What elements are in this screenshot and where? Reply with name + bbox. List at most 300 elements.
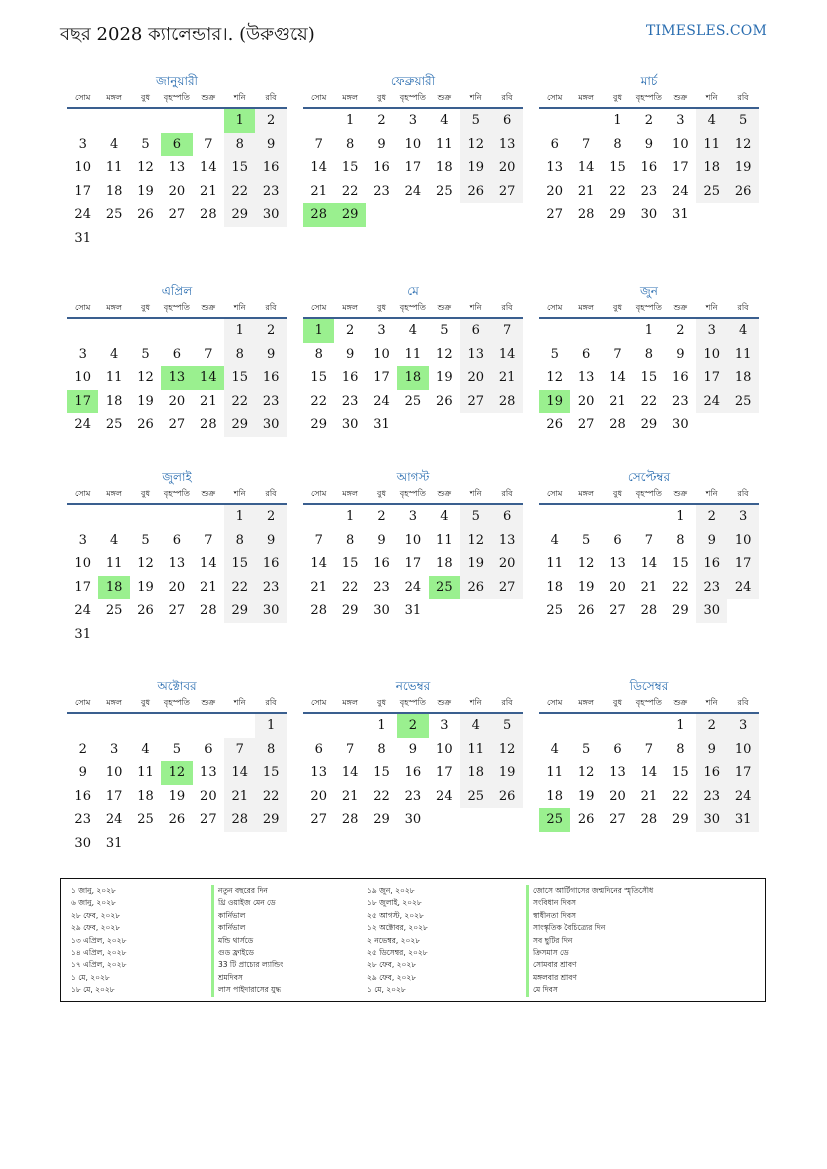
- holiday-day[interactable]: 18: [397, 366, 428, 390]
- day-cell[interactable]: 8: [224, 529, 255, 553]
- day-cell[interactable]: 10: [74, 370, 91, 385]
- day-cell[interactable]: 17: [727, 761, 758, 785]
- day-cell[interactable]: 2: [255, 109, 286, 133]
- day-cell[interactable]: 5: [141, 136, 150, 152]
- day-cell[interactable]: 17: [74, 183, 91, 199]
- day-cell[interactable]: 20: [609, 579, 626, 595]
- day-cell[interactable]: 20: [546, 183, 563, 199]
- day-cell[interactable]: 18: [436, 160, 453, 175]
- day-cell[interactable]: 19: [168, 788, 186, 804]
- day-cell[interactable]: 21: [640, 788, 658, 804]
- day-cell[interactable]: 13: [491, 133, 522, 157]
- day-cell[interactable]: 16: [255, 366, 286, 390]
- day-cell[interactable]: 11: [105, 556, 123, 571]
- day-cell[interactable]: 29: [341, 603, 359, 618]
- day-cell[interactable]: 12: [436, 346, 453, 362]
- day-cell[interactable]: 26: [137, 207, 154, 222]
- day-cell[interactable]: 2: [255, 505, 286, 529]
- day-cell[interactable]: 15: [341, 160, 359, 175]
- holiday-day[interactable]: 25: [429, 576, 460, 600]
- day-cell[interactable]: 1: [644, 323, 654, 338]
- day-cell[interactable]: 23: [74, 812, 91, 827]
- day-cell[interactable]: 15: [672, 765, 689, 780]
- day-cell[interactable]: 7: [581, 136, 591, 152]
- day-cell[interactable]: 24: [436, 788, 453, 804]
- day-cell[interactable]: 14: [609, 370, 626, 385]
- day-cell[interactable]: 20: [491, 156, 522, 180]
- day-cell[interactable]: 3: [408, 113, 418, 128]
- day-cell[interactable]: 14: [491, 343, 522, 367]
- day-cell[interactable]: 6: [613, 532, 622, 548]
- day-cell[interactable]: 9: [696, 529, 727, 553]
- day-cell[interactable]: 10: [404, 136, 422, 152]
- day-cell[interactable]: 13: [577, 370, 595, 385]
- day-cell[interactable]: 23: [341, 393, 359, 409]
- day-cell[interactable]: 8: [345, 136, 355, 152]
- day-cell[interactable]: 30: [255, 599, 286, 623]
- day-cell[interactable]: 4: [550, 741, 559, 757]
- day-cell[interactable]: 8: [613, 136, 622, 152]
- day-cell[interactable]: 2: [696, 714, 727, 738]
- day-cell[interactable]: 27: [491, 576, 522, 600]
- day-cell[interactable]: 7: [345, 741, 355, 757]
- day-cell[interactable]: 4: [440, 509, 449, 524]
- day-cell[interactable]: 27: [168, 603, 186, 618]
- day-cell[interactable]: 22: [224, 390, 255, 414]
- day-cell[interactable]: 25: [105, 207, 123, 222]
- day-cell[interactable]: 4: [109, 136, 119, 152]
- day-cell[interactable]: 7: [491, 319, 522, 343]
- day-cell[interactable]: 26: [577, 812, 595, 827]
- day-cell[interactable]: 10: [404, 532, 422, 548]
- holiday-day[interactable]: 13: [161, 366, 192, 390]
- day-cell[interactable]: 5: [460, 505, 491, 529]
- day-cell[interactable]: 2: [255, 319, 286, 343]
- day-cell[interactable]: 28: [310, 603, 327, 618]
- day-cell[interactable]: 10: [696, 343, 727, 367]
- day-cell[interactable]: 27: [310, 812, 327, 827]
- holiday-day[interactable]: 6: [161, 133, 192, 157]
- day-cell[interactable]: 9: [78, 765, 87, 780]
- day-cell[interactable]: 29: [672, 603, 689, 618]
- day-cell[interactable]: 23: [672, 393, 689, 409]
- day-cell[interactable]: 28: [200, 417, 217, 432]
- day-cell[interactable]: 28: [577, 207, 595, 222]
- day-cell[interactable]: 11: [546, 556, 563, 571]
- day-cell[interactable]: 29: [224, 599, 255, 623]
- day-cell[interactable]: 4: [109, 346, 119, 362]
- day-cell[interactable]: 23: [696, 576, 727, 600]
- day-cell[interactable]: 19: [491, 761, 522, 785]
- day-cell[interactable]: 9: [377, 532, 386, 548]
- day-cell[interactable]: 8: [644, 346, 654, 362]
- day-cell[interactable]: 20: [168, 579, 186, 595]
- day-cell[interactable]: 24: [373, 393, 390, 409]
- holiday-day[interactable]: 17: [67, 390, 98, 414]
- day-cell[interactable]: 23: [373, 183, 390, 199]
- day-cell[interactable]: 24: [74, 207, 91, 222]
- day-cell[interactable]: 3: [78, 136, 87, 152]
- day-cell[interactable]: 15: [310, 370, 327, 385]
- day-cell[interactable]: 16: [696, 552, 727, 576]
- day-cell[interactable]: 1: [377, 718, 386, 733]
- day-cell[interactable]: 15: [609, 160, 626, 175]
- day-cell[interactable]: 3: [727, 505, 758, 529]
- site-link[interactable]: TIMESLES.COM: [646, 23, 767, 39]
- day-cell[interactable]: 30: [672, 417, 689, 432]
- day-cell[interactable]: 21: [491, 366, 522, 390]
- day-cell[interactable]: 5: [727, 109, 758, 133]
- day-cell[interactable]: 19: [137, 393, 154, 409]
- day-cell[interactable]: 14: [200, 556, 217, 571]
- day-cell[interactable]: 30: [696, 599, 727, 623]
- day-cell[interactable]: 1: [224, 319, 255, 343]
- day-cell[interactable]: 16: [404, 765, 422, 780]
- day-cell[interactable]: 14: [310, 160, 327, 175]
- day-cell[interactable]: 11: [727, 343, 758, 367]
- day-cell[interactable]: 23: [404, 788, 422, 804]
- day-cell[interactable]: 29: [373, 812, 390, 827]
- day-cell[interactable]: 9: [255, 529, 286, 553]
- day-cell[interactable]: 15: [224, 156, 255, 180]
- day-cell[interactable]: 26: [577, 603, 595, 618]
- day-cell[interactable]: 24: [404, 183, 422, 199]
- day-cell[interactable]: 8: [224, 343, 255, 367]
- day-cell[interactable]: 5: [581, 741, 591, 757]
- day-cell[interactable]: 7: [204, 532, 213, 548]
- day-cell[interactable]: 16: [696, 761, 727, 785]
- day-cell[interactable]: 26: [137, 603, 154, 618]
- day-cell[interactable]: 30: [255, 413, 286, 437]
- day-cell[interactable]: 17: [696, 366, 727, 390]
- day-cell[interactable]: 16: [373, 160, 390, 175]
- day-cell[interactable]: 13: [168, 556, 186, 571]
- holiday-day[interactable]: 1: [224, 109, 255, 133]
- day-cell[interactable]: 28: [200, 207, 217, 222]
- day-cell[interactable]: 3: [727, 714, 758, 738]
- day-cell[interactable]: 26: [727, 180, 758, 204]
- day-cell[interactable]: 9: [408, 741, 418, 757]
- day-cell[interactable]: 12: [727, 133, 758, 157]
- day-cell[interactable]: 9: [676, 346, 685, 362]
- day-cell[interactable]: 19: [577, 788, 595, 804]
- day-cell[interactable]: 22: [672, 788, 689, 804]
- day-cell[interactable]: 20: [168, 393, 186, 409]
- day-cell[interactable]: 18: [436, 556, 453, 571]
- day-cell[interactable]: 7: [204, 136, 213, 152]
- day-cell[interactable]: 12: [137, 160, 154, 175]
- day-cell[interactable]: 3: [696, 319, 727, 343]
- day-cell[interactable]: 17: [404, 556, 422, 571]
- day-cell[interactable]: 18: [137, 788, 154, 804]
- day-cell[interactable]: 12: [137, 370, 154, 385]
- day-cell[interactable]: 16: [373, 556, 390, 571]
- day-cell[interactable]: 30: [255, 203, 286, 227]
- day-cell[interactable]: 7: [644, 741, 654, 757]
- day-cell[interactable]: 9: [255, 133, 286, 157]
- day-cell[interactable]: 25: [105, 603, 123, 618]
- day-cell[interactable]: 11: [460, 738, 491, 762]
- day-cell[interactable]: 16: [341, 370, 359, 385]
- day-cell[interactable]: 3: [440, 718, 449, 733]
- day-cell[interactable]: 28: [609, 417, 626, 432]
- day-cell[interactable]: 13: [460, 343, 491, 367]
- day-cell[interactable]: 18: [546, 579, 563, 595]
- day-cell[interactable]: 2: [377, 509, 386, 524]
- day-cell[interactable]: 5: [460, 109, 491, 133]
- day-cell[interactable]: 18: [105, 393, 123, 409]
- day-cell[interactable]: 17: [727, 552, 758, 576]
- day-cell[interactable]: 15: [672, 556, 689, 571]
- day-cell[interactable]: 4: [727, 319, 758, 343]
- day-cell[interactable]: 27: [491, 180, 522, 204]
- day-cell[interactable]: 22: [672, 579, 689, 595]
- holiday-day[interactable]: 29: [334, 203, 365, 227]
- day-cell[interactable]: 24: [727, 576, 758, 600]
- day-cell[interactable]: 2: [377, 113, 386, 128]
- day-cell[interactable]: 10: [74, 556, 91, 571]
- day-cell[interactable]: 8: [676, 532, 685, 548]
- day-cell[interactable]: 31: [672, 207, 689, 222]
- day-cell[interactable]: 6: [172, 346, 182, 362]
- day-cell[interactable]: 28: [491, 390, 522, 414]
- day-cell[interactable]: 24: [672, 183, 689, 199]
- day-cell[interactable]: 30: [74, 835, 91, 851]
- day-cell[interactable]: 18: [546, 788, 563, 804]
- day-cell[interactable]: 25: [404, 393, 422, 409]
- day-cell[interactable]: 14: [341, 765, 359, 780]
- day-cell[interactable]: 22: [224, 180, 255, 204]
- day-cell[interactable]: 2: [676, 323, 685, 338]
- day-cell[interactable]: 21: [341, 788, 359, 804]
- day-cell[interactable]: 3: [377, 323, 386, 338]
- day-cell[interactable]: 25: [460, 785, 491, 809]
- day-cell[interactable]: 10: [373, 346, 390, 362]
- day-cell[interactable]: 1: [224, 505, 255, 529]
- day-cell[interactable]: 18: [696, 156, 727, 180]
- day-cell[interactable]: 8: [224, 133, 255, 157]
- day-cell[interactable]: 12: [460, 529, 491, 553]
- day-cell[interactable]: 1: [676, 718, 685, 733]
- day-cell[interactable]: 4: [696, 109, 727, 133]
- day-cell[interactable]: 23: [696, 785, 727, 809]
- day-cell[interactable]: 21: [640, 579, 658, 595]
- day-cell[interactable]: 13: [200, 765, 217, 780]
- day-cell[interactable]: 11: [105, 370, 123, 385]
- day-cell[interactable]: 10: [672, 136, 689, 152]
- day-cell[interactable]: 14: [310, 556, 327, 571]
- day-cell[interactable]: 30: [696, 808, 727, 832]
- day-cell[interactable]: 25: [696, 180, 727, 204]
- day-cell[interactable]: 11: [546, 765, 563, 780]
- day-cell[interactable]: 27: [168, 207, 186, 222]
- day-cell[interactable]: 18: [105, 183, 123, 199]
- day-cell[interactable]: 17: [74, 579, 91, 595]
- day-cell[interactable]: 29: [224, 203, 255, 227]
- day-cell[interactable]: 30: [404, 812, 422, 827]
- day-cell[interactable]: 6: [314, 741, 323, 757]
- day-cell[interactable]: 15: [255, 761, 286, 785]
- day-cell[interactable]: 2: [78, 741, 87, 757]
- day-cell[interactable]: 20: [460, 366, 491, 390]
- day-cell[interactable]: 5: [141, 532, 150, 548]
- day-cell[interactable]: 8: [314, 346, 323, 362]
- holiday-day[interactable]: 12: [161, 761, 192, 785]
- day-cell[interactable]: 20: [491, 552, 522, 576]
- day-cell[interactable]: 4: [550, 532, 559, 548]
- day-cell[interactable]: 24: [74, 417, 91, 432]
- day-cell[interactable]: 17: [373, 370, 390, 385]
- day-cell[interactable]: 10: [74, 160, 91, 175]
- day-cell[interactable]: 31: [74, 230, 91, 246]
- day-cell[interactable]: 3: [109, 741, 119, 757]
- day-cell[interactable]: 16: [640, 160, 658, 175]
- day-cell[interactable]: 15: [224, 552, 255, 576]
- day-cell[interactable]: 25: [436, 183, 453, 199]
- day-cell[interactable]: 13: [310, 765, 327, 780]
- day-cell[interactable]: 28: [224, 808, 255, 832]
- day-cell[interactable]: 10: [727, 738, 758, 762]
- holiday-day[interactable]: 25: [539, 808, 570, 832]
- day-cell[interactable]: 31: [105, 835, 123, 851]
- day-cell[interactable]: 22: [640, 393, 658, 409]
- day-cell[interactable]: 21: [200, 183, 217, 199]
- day-cell[interactable]: 5: [491, 714, 522, 738]
- day-cell[interactable]: 25: [727, 390, 758, 414]
- day-cell[interactable]: 27: [609, 603, 626, 618]
- day-cell[interactable]: 19: [460, 156, 491, 180]
- day-cell[interactable]: 16: [255, 156, 286, 180]
- day-cell[interactable]: 6: [613, 741, 622, 757]
- day-cell[interactable]: 22: [341, 183, 359, 199]
- day-cell[interactable]: 22: [255, 785, 286, 809]
- day-cell[interactable]: 27: [546, 207, 563, 222]
- day-cell[interactable]: 15: [373, 765, 390, 780]
- day-cell[interactable]: 20: [609, 788, 626, 804]
- day-cell[interactable]: 3: [676, 113, 685, 128]
- day-cell[interactable]: 5: [550, 346, 559, 362]
- day-cell[interactable]: 2: [345, 323, 355, 338]
- day-cell[interactable]: 3: [408, 509, 418, 524]
- day-cell[interactable]: 26: [137, 417, 154, 432]
- day-cell[interactable]: 22: [224, 576, 255, 600]
- day-cell[interactable]: 5: [581, 532, 591, 548]
- day-cell[interactable]: 11: [436, 532, 453, 548]
- day-cell[interactable]: 6: [460, 319, 491, 343]
- day-cell[interactable]: 4: [141, 741, 150, 757]
- day-cell[interactable]: 4: [440, 113, 449, 128]
- day-cell[interactable]: 17: [105, 788, 123, 804]
- holiday-day[interactable]: 28: [303, 203, 334, 227]
- day-cell[interactable]: 11: [404, 346, 422, 362]
- holiday-day[interactable]: 19: [539, 390, 570, 414]
- day-cell[interactable]: 1: [676, 509, 685, 524]
- day-cell[interactable]: 26: [546, 417, 563, 432]
- day-cell[interactable]: 29: [255, 808, 286, 832]
- day-cell[interactable]: 15: [341, 556, 359, 571]
- day-cell[interactable]: 16: [255, 552, 286, 576]
- day-cell[interactable]: 7: [644, 532, 654, 548]
- day-cell[interactable]: 26: [460, 180, 491, 204]
- day-cell[interactable]: 16: [672, 370, 689, 385]
- day-cell[interactable]: 19: [436, 370, 453, 385]
- day-cell[interactable]: 23: [255, 180, 286, 204]
- day-cell[interactable]: 24: [404, 579, 422, 595]
- day-cell[interactable]: 21: [200, 393, 217, 409]
- day-cell[interactable]: 6: [581, 346, 591, 362]
- day-cell[interactable]: 20: [577, 393, 595, 409]
- day-cell[interactable]: 27: [609, 812, 626, 827]
- day-cell[interactable]: 21: [310, 579, 327, 595]
- day-cell[interactable]: 15: [640, 370, 658, 385]
- day-cell[interactable]: 28: [341, 812, 359, 827]
- day-cell[interactable]: 1: [613, 113, 622, 128]
- day-cell[interactable]: 30: [341, 417, 359, 432]
- day-cell[interactable]: 2: [696, 505, 727, 529]
- day-cell[interactable]: 19: [727, 156, 758, 180]
- day-cell[interactable]: 4: [109, 532, 119, 548]
- day-cell[interactable]: 31: [74, 626, 91, 642]
- day-cell[interactable]: 14: [200, 160, 217, 175]
- day-cell[interactable]: 1: [255, 714, 286, 738]
- day-cell[interactable]: 20: [168, 183, 186, 199]
- day-cell[interactable]: 12: [577, 765, 595, 780]
- day-cell[interactable]: 23: [255, 576, 286, 600]
- day-cell[interactable]: 11: [137, 765, 154, 780]
- day-cell[interactable]: 21: [224, 785, 255, 809]
- day-cell[interactable]: 12: [577, 556, 595, 571]
- day-cell[interactable]: 14: [640, 765, 658, 780]
- day-cell[interactable]: 9: [255, 343, 286, 367]
- day-cell[interactable]: 7: [314, 136, 323, 152]
- day-cell[interactable]: 23: [640, 183, 658, 199]
- day-cell[interactable]: 29: [224, 413, 255, 437]
- day-cell[interactable]: 19: [137, 579, 154, 595]
- day-cell[interactable]: 28: [640, 603, 658, 618]
- day-cell[interactable]: 14: [577, 160, 595, 175]
- day-cell[interactable]: 23: [255, 390, 286, 414]
- day-cell[interactable]: 9: [377, 136, 386, 152]
- day-cell[interactable]: 14: [640, 556, 658, 571]
- day-cell[interactable]: 30: [640, 207, 658, 222]
- day-cell[interactable]: 21: [200, 579, 217, 595]
- day-cell[interactable]: 9: [644, 136, 654, 152]
- day-cell[interactable]: 4: [408, 323, 418, 338]
- day-cell[interactable]: 24: [727, 785, 758, 809]
- holiday-day[interactable]: 14: [193, 366, 224, 390]
- day-cell[interactable]: 25: [105, 417, 123, 432]
- day-cell[interactable]: 10: [105, 765, 123, 780]
- day-cell[interactable]: 31: [727, 808, 758, 832]
- holiday-day[interactable]: 18: [98, 576, 129, 600]
- day-cell[interactable]: 12: [460, 133, 491, 157]
- day-cell[interactable]: 6: [491, 109, 522, 133]
- day-cell[interactable]: 22: [609, 183, 626, 199]
- day-cell[interactable]: 22: [373, 788, 390, 804]
- holiday-day[interactable]: 1: [303, 319, 334, 343]
- day-cell[interactable]: 13: [609, 556, 626, 571]
- day-cell[interactable]: 1: [345, 113, 355, 128]
- day-cell[interactable]: 8: [345, 532, 355, 548]
- holiday-day[interactable]: 2: [397, 714, 428, 738]
- day-cell[interactable]: 6: [491, 505, 522, 529]
- day-cell[interactable]: 24: [74, 603, 91, 618]
- day-cell[interactable]: 18: [460, 761, 491, 785]
- day-cell[interactable]: 27: [577, 417, 595, 432]
- day-cell[interactable]: 18: [727, 366, 758, 390]
- day-cell[interactable]: 28: [200, 603, 217, 618]
- day-cell[interactable]: 7: [204, 346, 213, 362]
